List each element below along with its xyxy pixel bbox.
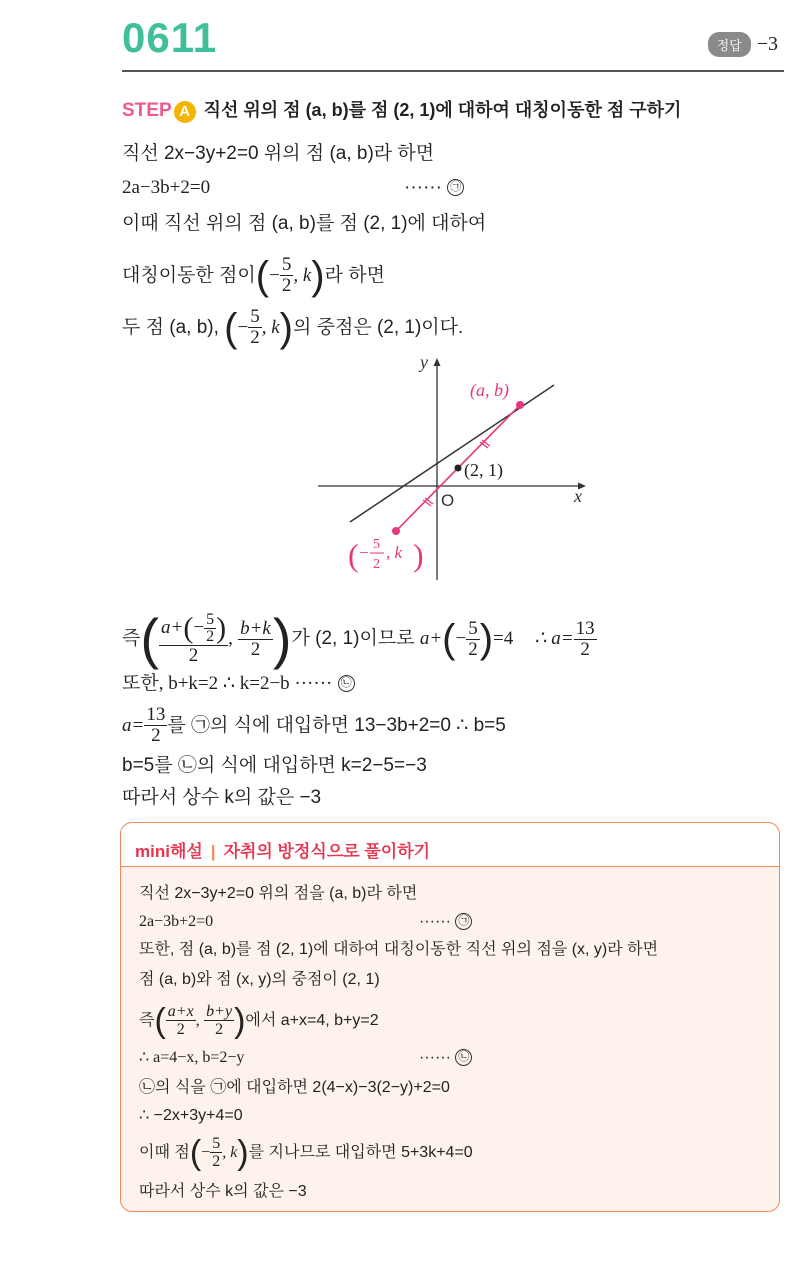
mini-tag: mini해설 xyxy=(135,842,203,861)
mini-line6-a: ∴ a=4−x, b=2−y xyxy=(139,1049,245,1066)
denominator: 2 xyxy=(580,638,590,660)
denominator: 2 xyxy=(212,1153,221,1171)
step-title: 직선 위의 점 (a, b)를 점 (2, 1)에 대하여 대칭이동한 점 구하기 xyxy=(203,100,682,120)
circle-mark-1: ㉠ xyxy=(447,179,464,196)
step-badge: A xyxy=(174,101,196,123)
equation-1: 2a−3b+2=0 xyxy=(122,177,211,198)
comma-k: , k xyxy=(293,265,312,286)
denominator: 2 xyxy=(373,557,380,572)
minus-sign: − xyxy=(455,628,467,650)
circle-mark-1: ㉠ xyxy=(455,913,472,930)
solution-line-9: b=5를 ㉡의 식에 대입하면 k=2−5=−3 xyxy=(122,755,427,776)
step-label: STEP xyxy=(122,100,172,121)
minus-sign: − xyxy=(269,265,280,286)
line4-text-b: 라 하면 xyxy=(324,265,385,286)
dots xyxy=(404,176,464,200)
solution-line-4 xyxy=(122,254,385,298)
denominator: 2 xyxy=(188,645,199,666)
comma-k: , k xyxy=(222,1144,238,1161)
minus-sign: − xyxy=(237,317,249,338)
line6-text-a: 즉 xyxy=(122,628,141,650)
line7-text: 또한, b+k=2 ∴ k=2−b ······ xyxy=(122,673,333,694)
a-plus: a+ xyxy=(161,616,184,638)
circle-mark-2: ㉡ xyxy=(338,675,355,692)
mini-line-8: ∴ −2x+3y+4=0 xyxy=(139,1107,243,1124)
header-divider xyxy=(122,70,784,72)
y-axis-label: y xyxy=(420,352,428,372)
a-equals: a= xyxy=(122,715,145,736)
fraction-5-2 xyxy=(280,255,294,296)
line5-text-a: 두 점 (a, b), xyxy=(122,317,219,338)
comma: , xyxy=(228,628,233,650)
solution-line-6 xyxy=(122,607,597,670)
mini-line5-b: 에서 a+x=4, b+y=2 xyxy=(245,1012,379,1029)
mini-line-2 xyxy=(139,911,470,933)
paren-close: ) xyxy=(413,537,424,573)
mini-line-1: 직선 2x−3y+2=0 위의 점을 (a, b)라 하면 xyxy=(139,885,418,902)
paren-close: ) xyxy=(279,305,293,350)
answer-value: −3 xyxy=(756,33,778,55)
solution-line-7 xyxy=(122,672,355,696)
point-neg-label xyxy=(348,537,424,573)
point-ab-label: (a, b) xyxy=(470,380,509,400)
paren-open: ( xyxy=(255,253,270,298)
mini-subtitle: 자취의 방정식으로 풀이하기 xyxy=(223,842,431,861)
denominator: 2 xyxy=(468,638,478,660)
numerator: 5 xyxy=(373,537,380,552)
comma-k: , k xyxy=(386,543,403,562)
paren-close: ) xyxy=(272,607,292,670)
comma-k: , k xyxy=(261,317,280,338)
mini-solution-box xyxy=(120,822,780,1212)
mini-line-9 xyxy=(139,1131,473,1175)
mini-line-10: 따라서 상수 k의 값은 −3 xyxy=(139,1183,307,1200)
line8-text: 를 ㉠의 식에 대입하면 13−3b+2=0 ∴ b=5 xyxy=(167,715,506,736)
solution-line-8 xyxy=(122,704,506,748)
numerator: 5 xyxy=(206,611,215,628)
denominator: 2 xyxy=(250,327,260,349)
fraction-13-2 xyxy=(144,705,167,746)
numerator: 13 xyxy=(575,617,595,639)
numerator: a+x xyxy=(167,1003,194,1021)
line5-text-b: 의 중점은 (2, 1)이다. xyxy=(292,317,464,338)
solution-line-2 xyxy=(122,176,462,200)
midpoint-label: (2, 1) xyxy=(464,460,503,480)
paren-open: ( xyxy=(140,607,160,670)
mini-separator: | xyxy=(210,842,216,861)
mini-line-3: 또한, 점 (a, b)를 점 (2, 1)에 대하여 대칭이동한 직선 위의 점을 (x, y)라 하면 xyxy=(139,941,659,958)
minus-sign: − xyxy=(359,543,369,562)
equals-four: =4 xyxy=(493,628,514,650)
paren-close: ) xyxy=(311,253,325,298)
dots-text: ······ xyxy=(419,913,451,930)
answer-badge: 정답 xyxy=(708,32,751,57)
fraction-y xyxy=(204,1003,234,1038)
fraction-x-midpoint xyxy=(159,612,228,666)
point-ab-dot xyxy=(516,401,524,409)
denominator: 2 xyxy=(215,1021,224,1039)
denominator: 2 xyxy=(176,1021,185,1039)
mini-line-5 xyxy=(139,997,379,1045)
mini-solution-header xyxy=(120,822,780,867)
paren-close: ) xyxy=(234,1001,246,1040)
point-neg-dot xyxy=(392,527,400,535)
dots xyxy=(419,1047,472,1069)
fraction-y-midpoint xyxy=(238,619,273,660)
mini-line-7: ㉡의 식을 ㉠에 대입하면 2(4−x)−3(2−y)+2=0 xyxy=(139,1079,450,1096)
y-axis-arrow xyxy=(434,358,441,366)
mini-line5-a: 즉 xyxy=(139,1012,155,1029)
paren-close: ) xyxy=(479,617,494,661)
origin-label: O xyxy=(441,491,455,510)
denominator: 2 xyxy=(250,638,261,660)
problem-number: 0611 xyxy=(122,14,218,61)
mini-equation: 2a−3b+2=0 xyxy=(139,913,214,930)
fraction-5-2 xyxy=(466,619,480,660)
paren-open: ( xyxy=(189,1133,202,1172)
dots xyxy=(419,911,472,933)
fraction-5-2 xyxy=(248,307,262,348)
denominator: 2 xyxy=(151,725,161,747)
a-plus: a+ xyxy=(419,628,443,650)
fraction-x xyxy=(166,1003,196,1038)
numerator: 5 xyxy=(468,617,478,639)
numerator: 5 xyxy=(250,306,260,328)
numerator: b+y xyxy=(206,1003,233,1021)
x-axis-label: x xyxy=(574,486,582,506)
mini-line9-a: 이때 점 xyxy=(139,1144,190,1161)
numerator: b+k xyxy=(240,617,271,639)
numerator: 13 xyxy=(146,704,166,726)
dots-text: ······ xyxy=(404,177,442,198)
denominator: 2 xyxy=(206,628,215,645)
paren-open: ( xyxy=(348,537,359,573)
mini-solution-body xyxy=(120,866,780,1212)
circle-mark-2: ㉡ xyxy=(455,1049,472,1066)
mini-line-6 xyxy=(139,1047,470,1069)
minus-sign: − xyxy=(193,616,205,638)
numerator: 5 xyxy=(212,1135,221,1153)
paren-open: ( xyxy=(224,305,238,350)
solution-line-10: 따라서 상수 k의 값은 −3 xyxy=(122,787,322,808)
line6-text-b: 가 (2, 1)이므로 xyxy=(291,628,415,650)
comma: , xyxy=(195,1012,200,1029)
inner-fraction xyxy=(204,612,216,645)
paren-open: ( xyxy=(442,617,456,661)
step-heading xyxy=(122,98,681,123)
mini-line9-b: 를 지나므로 대입하면 5+3k+4=0 xyxy=(248,1144,473,1161)
line4-text-a: 대칭이동한 점이 xyxy=(122,265,256,286)
coordinate-graph xyxy=(310,348,600,584)
mini-solution-title xyxy=(135,837,430,862)
numerator: a+(− $\frac{5}{2}$ ) xyxy=(161,611,227,645)
midpoint-dot xyxy=(455,465,462,472)
solution-line-1: 직선 2x−3y+2=0 위의 점 (a, b)라 하면 xyxy=(122,143,435,164)
fraction-5-2 xyxy=(210,1135,222,1170)
paren-close: ) xyxy=(237,1133,249,1172)
paren-open: ( xyxy=(154,1001,166,1040)
answer-area xyxy=(708,32,778,57)
therefore-a: ∴ a= xyxy=(534,628,574,650)
fraction-13-2 xyxy=(574,619,597,660)
solution-line-5 xyxy=(122,306,463,350)
minus-sign: − xyxy=(201,1144,211,1161)
mini-line-4: 점 (a, b)와 점 (x, y)의 중점이 (2, 1) xyxy=(139,971,380,988)
solution-line-3: 이때 직선 위의 점 (a, b)를 점 (2, 1)에 대하여 xyxy=(122,213,487,234)
denominator: 2 xyxy=(281,275,292,297)
numerator: 5 xyxy=(281,254,292,276)
dots-text: ······ xyxy=(419,1049,451,1066)
